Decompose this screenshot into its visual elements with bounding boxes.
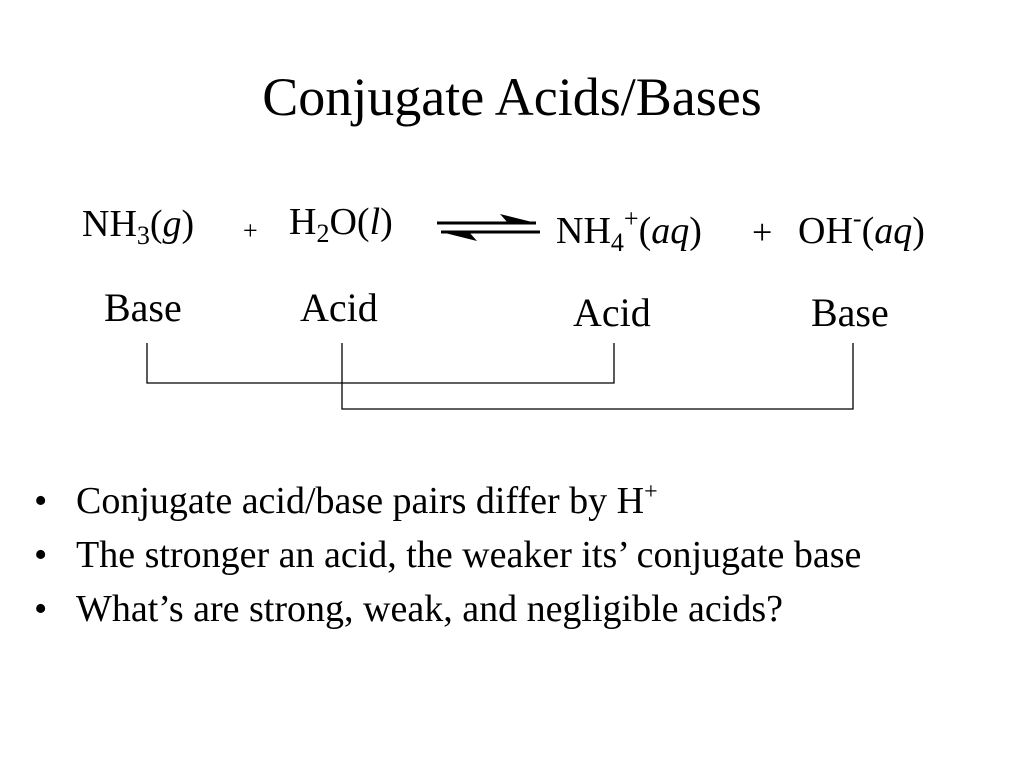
bracket-acid-to-base bbox=[342, 343, 853, 409]
bullet-marker: • bbox=[34, 534, 48, 576]
reactant-ammonia: $NH_3(g)$ bbox=[82, 203, 195, 250]
bullet-list bbox=[30, 474, 990, 636]
product-hydroxide: OH-(aq) bbox=[798, 204, 925, 252]
role-label-product2: Base bbox=[811, 290, 889, 335]
role-label-product1: Acid bbox=[573, 290, 651, 335]
plus-sign: + bbox=[752, 212, 773, 252]
list-item: • Conjugate acid/base pairs differ by H+ bbox=[30, 474, 990, 528]
reactant-water: $H_2O(l)$ bbox=[289, 201, 393, 248]
role-label-reactant2: Acid bbox=[300, 285, 378, 330]
bullet-marker: • bbox=[34, 480, 48, 522]
role-label-reactant1: Base bbox=[104, 285, 182, 330]
list-item: • What’s are strong, weak, and negligible acids? bbox=[30, 582, 990, 636]
page-title: Conjugate Acids/Bases bbox=[262, 67, 762, 127]
bracket-base-to-acid bbox=[147, 343, 614, 383]
bullet-marker: • bbox=[34, 588, 48, 630]
plus-sign: + bbox=[243, 216, 258, 245]
product-ammonium: $NH_4^+(aq)$ bbox=[556, 204, 702, 257]
list-item: • The stronger an acid, the weaker its’ conjugate base bbox=[30, 528, 990, 582]
